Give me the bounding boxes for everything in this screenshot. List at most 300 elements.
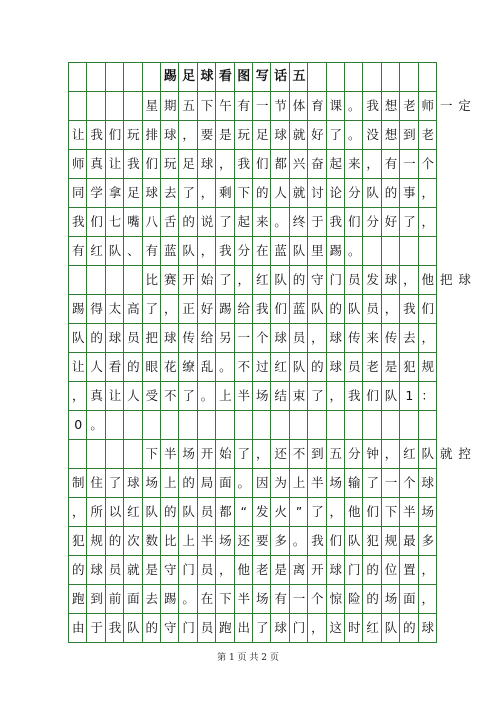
grid-char: 钟 [366,445,379,461]
grid-char: 来 [255,213,269,229]
grid-char: 队 [71,329,85,345]
grid-char: 的 [366,590,379,606]
grid-char: 的 [329,300,343,316]
grid-char: 守 [311,271,324,287]
title-char: 五 [292,69,306,84]
grid-char: 赛 [163,271,177,287]
grid-char: 把 [439,271,453,287]
grid-char: 位 [384,561,398,577]
grid-char: 五 [329,445,343,461]
grid-char: 开 [182,271,195,287]
grid-char: 分 [347,184,361,200]
grid-char: 好 [200,300,214,316]
title-row [69,66,437,88]
text-row [69,472,437,494]
grid-char: ， [421,213,435,229]
grid-line-vertical [362,63,363,643]
grid-char: 门 [347,561,361,577]
grid-char: 了 [219,213,232,229]
grid-char: 员 [200,503,214,519]
grid-char: 我 [219,242,232,258]
grid-char: 球 [274,329,287,345]
grid-char: 的 [108,532,122,548]
grid-char: 里 [311,242,324,258]
grid-char: 我 [347,387,361,403]
grid-line-horizontal [69,468,437,469]
grid-char: 队 [274,271,287,287]
grid-char: 说 [200,213,214,229]
grid-char: 红 [255,271,269,287]
grid-line-horizontal [69,207,437,208]
grid-char: 不 [163,387,177,403]
grid-char: 是 [274,561,287,577]
grid-char: 面 [127,590,140,606]
grid-char: 球 [421,474,435,490]
grid-line-horizontal [69,381,437,382]
grid-char: 蓝 [274,242,287,258]
grid-line-horizontal [69,294,437,295]
grid-line-horizontal [69,584,437,585]
grid-char: 制 [71,474,85,490]
grid-char: 开 [311,561,324,577]
grid-char: 球 [421,619,435,635]
grid-char: ， [384,300,398,316]
grid-char: 上 [292,474,306,490]
grid-char: 学 [90,184,103,200]
grid-char: 员 [127,329,140,345]
grid-char: 到 [403,126,416,142]
grid-char: ， [219,155,232,171]
grid-char: 个 [255,329,269,345]
grid-char: 因 [255,474,269,490]
grid-char: 好 [384,213,398,229]
grid-char: 去 [145,590,159,606]
grid-char: 守 [163,619,177,635]
grid-char: 们 [274,300,287,316]
grid-char: ， [366,155,379,171]
grid-char: 不 [237,358,251,374]
grid-char: 了 [366,474,379,490]
grid-char: 了 [182,387,195,403]
grid-char: ， [219,561,232,577]
grid-char: 要 [255,532,269,548]
grid-char: 的 [366,561,379,577]
grid-char: ， [255,445,269,461]
grid-char: 踢 [219,300,232,316]
grid-char: ， [163,300,177,316]
grid-char: 场 [329,474,343,490]
grid-char: 以 [108,503,122,519]
grid-char: 期 [163,97,177,113]
grid-char: 论 [329,184,343,200]
grid-char: 队 [145,503,159,519]
grid-char: 到 [90,590,103,606]
grid-char: 个 [421,155,435,171]
grid-char [124,269,142,291]
grid-char: 同 [71,184,85,200]
grid-char: 传 [384,329,398,345]
grid-char: 。 [347,126,361,142]
grid-char: ， [403,271,416,287]
grid-char: 上 [219,387,232,403]
grid-char: 队 [384,387,398,403]
grid-char: 场 [255,387,269,403]
grid-char: 了 [219,271,232,287]
grid-line-horizontal [69,120,437,121]
grid-line-horizontal [69,178,437,179]
writing-grid [68,62,471,643]
grid-char: 球 [274,126,287,142]
grid-char: 到 [311,445,324,461]
grid-char [87,443,105,465]
grid-char: 课 [329,97,343,113]
grid-char: 有 [384,155,398,171]
grid-char: 拿 [108,184,122,200]
grid-char: 乱 [200,358,214,374]
text-row [69,211,437,233]
grid-char: 门 [292,619,306,635]
grid-char: 节 [274,97,287,113]
grid-char: 红 [403,445,416,461]
grid-char: 规 [421,358,435,374]
grid-char: 我 [108,619,122,635]
grid-char: 队 [311,300,324,316]
grid-char: 半 [311,474,324,490]
grid-char: 得 [90,300,103,316]
grid-char: 队 [347,532,361,548]
grid-char: 是 [384,358,398,374]
text-row [69,298,437,320]
grid-char: 一 [237,329,251,345]
grid-line-vertical [289,63,290,643]
grid-char: 足 [127,184,140,200]
grid-char: 球 [127,474,140,490]
grid-char: ， [329,503,343,519]
grid-char: 规 [90,532,103,548]
grid-char: 一 [403,155,416,171]
grid-char: 队 [108,242,122,258]
grid-char: ， [421,329,435,345]
grid-char: 我 [366,97,379,113]
grid-char: 控 [458,445,471,461]
grid-line-horizontal [69,323,437,324]
grid-char [69,443,87,465]
grid-char: 去 [403,329,416,345]
grid-char: 事 [403,184,416,200]
grid-char: 是 [145,561,159,577]
grid-char: 。 [90,416,103,432]
grid-char: 个 [403,474,416,490]
grid-line-vertical [344,63,345,643]
grid-char [87,95,105,117]
grid-char: 为 [274,474,287,490]
grid-line-vertical [197,63,198,643]
grid-line-horizontal [69,642,437,643]
grid-char: 五 [182,97,195,113]
grid-char: 半 [200,532,214,548]
grid-char: 队 [182,503,195,519]
grid-char: 终 [292,213,306,229]
grid-char: 没 [366,126,379,142]
grid-char: 去 [163,184,177,200]
text-row [69,530,437,552]
text-row [69,182,437,204]
grid-char: 的 [255,184,269,200]
grid-char: 想 [384,126,398,142]
grid-char: 时 [347,619,361,635]
grid-char: 想 [384,97,398,113]
grid-line-vertical [418,63,419,643]
grid-char: 起 [237,213,251,229]
grid-char: 分 [347,445,361,461]
grid-char: 他 [347,503,361,519]
grid-char: 离 [292,561,306,577]
grid-char: 门 [182,619,195,635]
grid-line-vertical [399,63,400,643]
grid-char: 上 [163,474,177,490]
grid-char: 下 [200,97,214,113]
grid-char: 在 [200,590,214,606]
grid-char: 我 [71,213,85,229]
grid-char: 球 [163,329,177,345]
grid-char: 场 [384,590,398,606]
grid-char: 半 [163,445,177,461]
grid-char: 师 [421,97,435,113]
grid-char: 。 [237,474,251,490]
grid-line-vertical [160,63,161,643]
text-row [69,443,471,465]
grid-char: 这 [329,619,343,635]
grid-char: 、 [127,242,140,258]
grid-char: 的 [145,619,159,635]
grid-char: 的 [90,329,103,345]
grid-char: 分 [366,213,379,229]
grid-char: 人 [90,358,103,374]
grid-line-vertical [105,63,106,643]
grid-line-vertical [86,63,87,643]
grid-char: 传 [347,329,361,345]
grid-char: 过 [255,358,269,374]
grid-char: 了 [329,126,343,142]
grid-char: 了 [237,445,251,461]
grid-char: 次 [127,532,140,548]
grid-char: 足 [255,126,269,142]
grid-char: 老 [255,561,269,577]
grid-char: 玩 [163,155,177,171]
grid-char: 红 [90,242,103,258]
grid-char: 缭 [182,358,195,374]
grid-char: 红 [274,358,287,374]
grid-char: ， [421,590,435,606]
grid-char: ： [421,387,435,403]
grid-line-vertical [215,63,216,643]
grid-char: 都 [219,503,232,519]
grid-char: 球 [384,271,398,287]
grid-char: 员 [200,619,214,635]
grid-char: 球 [329,329,343,345]
grid-char: 跑 [71,590,85,606]
grid-char: 有 [274,590,287,606]
grid-char: 。 [347,97,361,113]
grid-char: 在 [255,242,269,258]
grid-char: 下 [145,445,159,461]
grid-char: 了 [403,213,416,229]
grid-char: 蓝 [163,242,177,258]
grid-char: 我 [403,300,416,316]
text-row [69,327,437,349]
grid-char: 我 [255,300,269,316]
grid-char: 发 [255,503,269,519]
grid-char: 了 [145,300,159,316]
grid-line-horizontal [69,91,437,92]
grid-char: 。 [274,213,287,229]
grid-char: 束 [292,387,306,403]
grid-char: 就 [292,184,306,200]
grid-char: 球 [108,329,122,345]
grid-char: 半 [403,503,416,519]
grid-char: 还 [274,445,287,461]
grid-line-horizontal [69,265,437,266]
grid-char: 另 [219,329,232,345]
grid-line-vertical [436,63,437,643]
grid-char: 队 [292,358,306,374]
grid-line-horizontal [69,497,437,498]
grid-char: 们 [366,387,379,403]
grid-char: 球 [200,155,214,171]
grid-char: 队 [421,445,435,461]
grid-char: 们 [347,213,361,229]
grid-char: 员 [347,271,361,287]
grid-char: 结 [274,387,287,403]
grid-char: 给 [200,329,214,345]
grid-char: 看 [108,358,122,374]
grid-char: 了 [311,387,324,403]
grid-char: 队 [384,619,398,635]
grid-line-vertical [326,63,327,643]
title-char: 写 [255,69,269,84]
grid-char: 了 [255,619,269,635]
grid-line-horizontal [69,352,437,353]
grid-char: 球 [458,271,471,287]
grid-char: 嘴 [127,213,140,229]
grid-char [124,443,142,465]
grid-char: 排 [145,126,159,142]
text-row [69,95,471,117]
grid-char: 多 [274,532,287,548]
grid-char: 于 [90,619,103,635]
grid-char: 的 [71,561,85,577]
grid-char: 场 [219,532,232,548]
grid-char: 员 [366,300,379,316]
grid-char [106,95,124,117]
grid-char: 老 [366,358,379,374]
grid-char: 下 [237,184,251,200]
grid-char: 队 [292,242,306,258]
grid-char: 定 [458,97,471,113]
grid-line-horizontal [69,439,437,440]
grid-char: 我 [90,126,103,142]
grid-char: 玩 [127,126,140,142]
grid-char: 队 [182,242,195,258]
grid-char: 。 [347,242,361,258]
grid-char: 的 [292,271,306,287]
grid-char: 踢 [329,242,343,258]
grid-char: 惊 [329,590,343,606]
grid-char: 。 [182,590,195,606]
grid-char: 八 [145,213,159,229]
grid-char: 了 [182,184,195,200]
grid-char: 队 [366,184,379,200]
grid-line-horizontal [69,613,437,614]
grid-char: ， [71,503,85,519]
grid-char: 红 [127,503,140,519]
grid-char: 剩 [219,184,232,200]
grid-char: 队 [127,619,140,635]
grid-char: 人 [127,387,140,403]
grid-char: 球 [90,561,103,577]
grid-char: 所 [90,503,103,519]
grid-char: 还 [237,532,251,548]
grid-char: 就 [292,126,306,142]
grid-char: 有 [71,242,85,258]
grid-char: 0 [74,416,83,432]
grid-char: 踢 [163,590,177,606]
grid-char: 正 [182,300,195,316]
grid-line-horizontal [69,410,437,411]
grid-char: 前 [108,590,122,606]
grid-char: 传 [182,329,195,345]
grid-char: 员 [292,329,306,345]
text-row [69,588,437,610]
grid-char: 们 [329,532,343,548]
grid-char: 星 [145,97,159,113]
grid-char: 蓝 [292,300,306,316]
grid-char: 有 [237,97,251,113]
grid-char: 让 [71,358,85,374]
grid-char: 受 [145,387,159,403]
grid-line-vertical [123,63,124,643]
grid-char: 的 [163,503,177,519]
grid-char: 真 [90,387,103,403]
grid-char: 球 [163,126,177,142]
grid-char: ， [311,619,324,635]
grid-char: 就 [127,561,140,577]
grid-char: 玩 [237,126,251,142]
title-char: 看 [218,69,232,84]
grid-char: 的 [182,474,195,490]
grid-line-horizontal [69,236,437,237]
grid-char: 场 [182,445,195,461]
grid-char: 一 [292,590,306,606]
grid-char: 半 [237,590,251,606]
grid-char: 始 [219,445,232,461]
grid-char: 们 [421,300,435,316]
grid-char: 的 [182,213,195,229]
grid-char: 犯 [71,532,85,548]
grid-char: 面 [219,474,232,490]
grid-char: 是 [219,126,232,142]
grid-char: 都 [274,155,287,171]
page-footer: 第 1 页 共 2 页 [217,653,279,663]
grid-char: ， [182,126,195,142]
text-row [69,559,437,581]
grid-line-vertical [252,63,253,643]
grid-char: 场 [255,590,269,606]
grid-char: 老 [403,97,416,113]
grid-char: 规 [384,532,398,548]
grid-char: 师 [71,155,85,171]
grid-char: 红 [366,619,379,635]
